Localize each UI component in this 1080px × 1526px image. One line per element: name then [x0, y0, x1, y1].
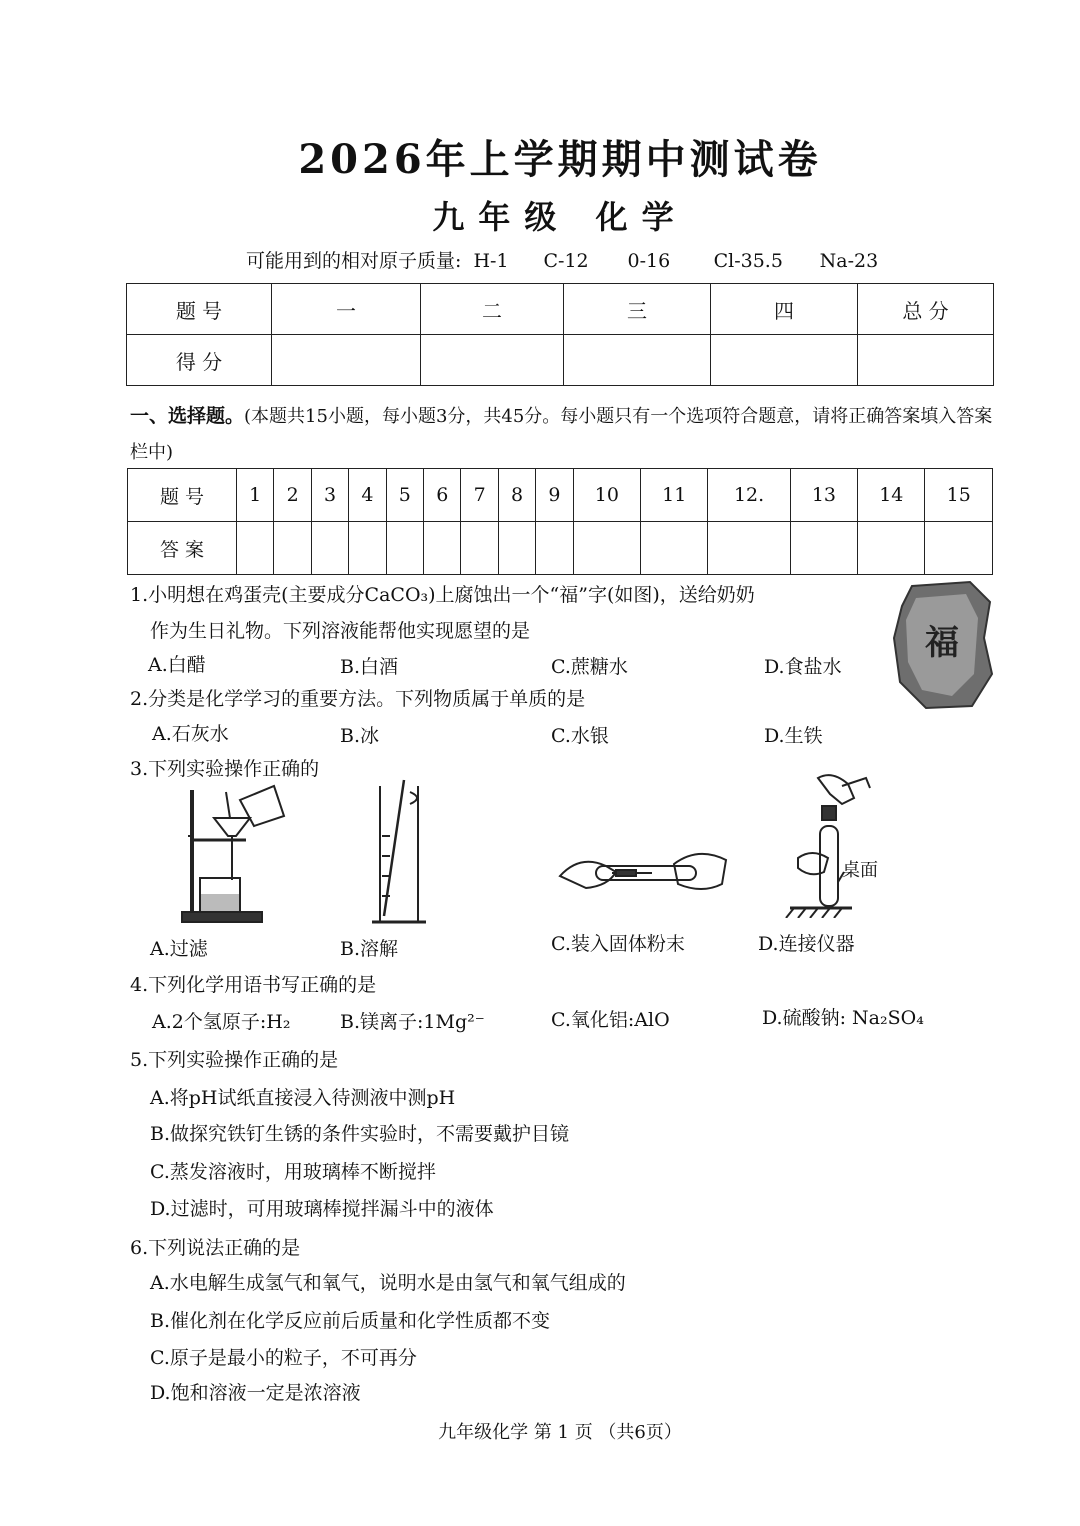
q6-stem: 6.下列说法正确的是: [130, 1237, 301, 1259]
score-header-cell: 题 号: [127, 284, 272, 335]
answer-number-cell: 10: [573, 469, 640, 522]
answer-number-cell: 4: [349, 469, 386, 522]
answer-number-cell: 7: [461, 469, 498, 522]
q1-option-c: C.蔗糖水: [551, 656, 628, 678]
q1-option-b: B.白酒: [340, 656, 399, 678]
answer-number-cell: 12.: [708, 469, 790, 522]
mass-item: Cl-35.5: [713, 250, 783, 272]
q5-option-c: C.蒸发溶液时，用玻璃棒不断搅拌: [150, 1161, 436, 1183]
q5-option-d: D.过滤时，可用玻璃棒搅拌漏斗中的液体: [150, 1198, 494, 1220]
q2-stem: 2.分类是化学学习的重要方法。下列物质属于单质的是: [130, 688, 586, 710]
filtration-diagram: [170, 780, 300, 930]
q6-option-a: A.水电解生成氢气和氧气，说明水是由氢气和氧气组成的: [150, 1272, 626, 1294]
q4-option-a: A.2个氢原子:H₂: [152, 1011, 291, 1033]
score-header-cell: 二: [421, 284, 564, 335]
score-header-cell: 三: [564, 284, 711, 335]
answer-cell[interactable]: [461, 522, 498, 575]
q3-stem: 3.下列实验操作正确的: [130, 758, 320, 780]
score-header-cell: 一: [272, 284, 421, 335]
q4-option-c: C.氧化铝:AlO: [551, 1009, 670, 1031]
q5-option-b: B.做探究铁钉生锈的条件实验时，不需要戴护目镜: [150, 1123, 570, 1145]
eggshell-image: [892, 578, 996, 712]
mass-item: H-1: [473, 250, 509, 272]
answer-number-cell: 3: [311, 469, 348, 522]
answer-cell[interactable]: [498, 522, 535, 575]
answer-cell[interactable]: [641, 522, 708, 575]
answer-header-label: 题 号: [128, 469, 237, 522]
answer-cell[interactable]: [790, 522, 857, 575]
answer-number-cell: 11: [641, 469, 708, 522]
answer-number-cell: 1: [237, 469, 274, 522]
answer-row-label: 答 案: [128, 522, 237, 575]
score-cell[interactable]: [272, 335, 421, 386]
score-header-cell: 总 分: [858, 284, 994, 335]
score-row-label: 得 分: [127, 335, 272, 386]
q5-stem: 5.下列实验操作正确的是: [130, 1049, 339, 1071]
answer-number-cell: 2: [274, 469, 311, 522]
answer-cell[interactable]: [858, 522, 925, 575]
score-cell[interactable]: [858, 335, 994, 386]
q2-option-c: C.水银: [551, 725, 609, 747]
page-footer: 九年级化学 第 1 页 （共6页）: [438, 1422, 682, 1443]
q1-line2: 作为生日礼物。下列溶液能帮他实现愿望的是: [150, 620, 531, 642]
score-table: [126, 283, 994, 386]
q2-option-d: D.生铁: [764, 725, 823, 747]
answer-cell[interactable]: [708, 522, 790, 575]
score-cell[interactable]: [711, 335, 858, 386]
exam-title: 2026年上学期期中测试卷: [298, 136, 822, 183]
score-cell[interactable]: [421, 335, 564, 386]
q1-option-d: D.食盐水: [764, 656, 842, 678]
q6-option-d: D.饱和溶液一定是浓溶液: [150, 1382, 361, 1404]
mass-item: C-12: [543, 250, 589, 272]
score-header-cell: 四: [711, 284, 858, 335]
atomic-masses: [246, 246, 878, 273]
q4-option-b: B.镁离子:1Mg²⁻: [340, 1011, 485, 1033]
q1-option-a: A.白醋: [148, 654, 206, 676]
answer-cell[interactable]: [386, 522, 423, 575]
q6-option-c: C.原子是最小的粒子，不可再分: [150, 1347, 417, 1369]
answer-cell[interactable]: [237, 522, 274, 575]
answer-number-cell: 6: [424, 469, 461, 522]
answer-table: [127, 468, 993, 575]
answer-number-cell: 14: [858, 469, 925, 522]
q5-option-a: A.将pH试纸直接浸入待测液中测pH: [150, 1087, 456, 1109]
answer-cell[interactable]: [349, 522, 386, 575]
q1-line1: 1.小明想在鸡蛋壳(主要成分CaCO₃)上腐蚀出一个“福”字(如图)，送给奶奶: [130, 584, 755, 606]
q3-option-c: C.装入固体粉末: [551, 933, 685, 955]
mass-item: Na-23: [819, 250, 879, 272]
dissolving-diagram: [370, 776, 440, 930]
answer-cell[interactable]: [536, 522, 573, 575]
q6-option-b: B.催化剂在化学反应前后质量和化学性质都不变: [150, 1310, 551, 1332]
q4-option-d: D.硫酸钠: Na₂SO₄: [762, 1007, 924, 1029]
exam-subtitle: 九年级 化学: [432, 198, 688, 236]
section1-heading: 一、选择题。: [130, 405, 245, 427]
score-cell[interactable]: [564, 335, 711, 386]
apparatus-connection-diagram: [782, 772, 912, 918]
answer-number-cell: 9: [536, 469, 573, 522]
answer-number-cell: 15: [925, 469, 993, 522]
desk-label: 桌面: [842, 860, 878, 881]
q3-option-b: B.溶解: [340, 938, 399, 960]
answer-cell[interactable]: [274, 522, 311, 575]
answer-number-cell: 8: [498, 469, 535, 522]
mass-item: 0-16: [627, 250, 671, 272]
powder-loading-diagram: [556, 846, 730, 906]
q3-option-d: D.连接仪器: [758, 933, 855, 955]
q3-option-a: A.过滤: [150, 938, 208, 960]
fu-character: 福: [925, 623, 959, 663]
section1-instruction: (本题共15小题，每小题3分，共45分。每小题只有一个选项符合题意，请将正确答案填入答案栏中): [130, 406, 993, 463]
answer-number-cell: 13: [790, 469, 857, 522]
q2-option-b: B.冰: [340, 725, 380, 747]
answer-cell[interactable]: [424, 522, 461, 575]
q4-stem: 4.下列化学用语书写正确的是: [130, 974, 377, 996]
masses-label: 可能用到的相对原子质量:: [246, 250, 462, 272]
q2-option-a: A.石灰水: [152, 723, 229, 745]
answer-cell[interactable]: [925, 522, 993, 575]
answer-number-cell: 5: [386, 469, 423, 522]
answer-cell[interactable]: [311, 522, 348, 575]
answer-cell[interactable]: [573, 522, 640, 575]
section1-intro: [130, 398, 1000, 471]
